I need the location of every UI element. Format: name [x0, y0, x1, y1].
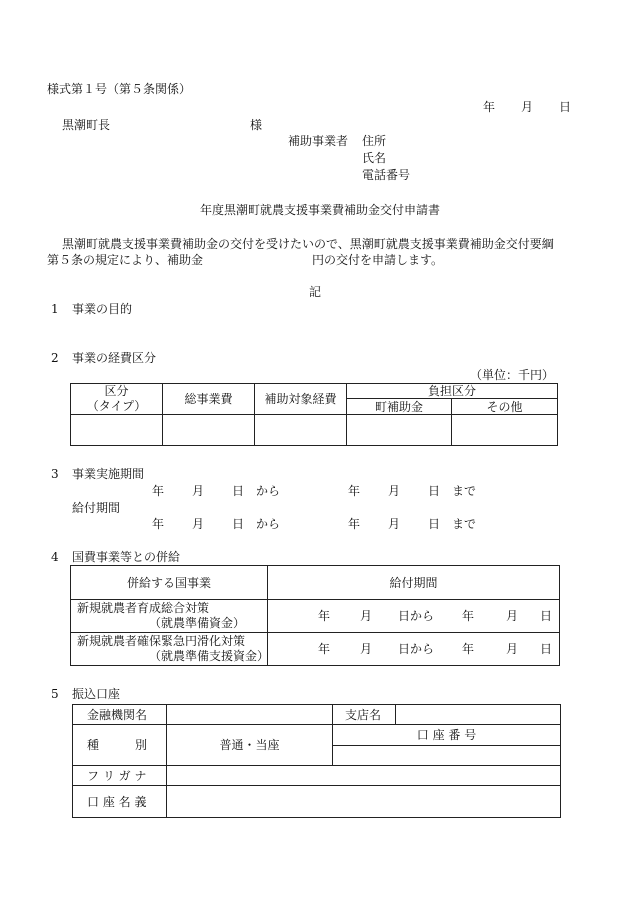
project-row-2	[71, 633, 268, 666]
kyufu-until: まで	[452, 517, 477, 531]
kyufu-label: 給付期間	[72, 501, 121, 515]
cell-total-cost[interactable]	[163, 415, 255, 446]
header-kubun	[71, 384, 163, 415]
period-1-start-day: 日から	[398, 609, 435, 623]
furigana-field[interactable]	[167, 766, 561, 786]
period-1-start-year: 年	[318, 609, 331, 623]
header-town-subsidy: 町補助金	[347, 399, 452, 415]
account-type-label: 種 別	[73, 725, 167, 766]
concurrent-table	[70, 565, 560, 666]
section-2-number: 2	[51, 351, 59, 365]
period-1-end-year: 年	[462, 609, 475, 623]
impl-until: まで	[452, 484, 477, 498]
period-1-end-month: 月	[506, 609, 519, 623]
header-total-cost: 総事業費	[163, 384, 255, 415]
kyufu-end-month: 月	[388, 517, 401, 531]
header-burden: 負担区分	[347, 384, 558, 399]
period-2-end-month: 月	[506, 642, 519, 656]
cell-other[interactable]	[452, 415, 558, 446]
period-2-end-year: 年	[462, 642, 475, 656]
account-type-value[interactable]: 普通・当座	[167, 725, 333, 766]
applicant-title: 補助事業者	[288, 134, 349, 148]
header-payment-period: 給付期間	[268, 566, 560, 600]
bank-name-label: 金融機関名	[73, 705, 167, 725]
body-line-1: 黒潮町就農支援事業費補助金の交付を受けたいので、黒潮町就農支援事業費補助金交付要綱	[62, 237, 554, 251]
section-3-title: 事業実施期間	[72, 467, 145, 481]
body-line-2b: 円の交付を申請します。	[312, 253, 444, 267]
section-1-title: 事業の目的	[72, 302, 133, 316]
account-number-label: 口 座 番 号	[333, 725, 561, 746]
impl-from: から	[256, 484, 281, 498]
project-row-1	[71, 600, 268, 633]
section-4-number: 4	[51, 550, 59, 564]
period-2-start-year: 年	[318, 642, 331, 656]
name-label: 氏名	[362, 151, 387, 165]
kyufu-start-day: 日	[232, 517, 245, 531]
header-other: その他	[452, 399, 558, 415]
section-1-number: 1	[51, 302, 59, 316]
recipient-name: 黒潮町長	[62, 118, 111, 132]
branch-name-field[interactable]	[396, 705, 561, 725]
bank-name-field[interactable]	[167, 705, 333, 725]
type-label: （タイプ）	[86, 399, 147, 413]
period-row-2[interactable]	[268, 633, 560, 666]
period-1-start-month: 月	[360, 609, 373, 623]
project-1-name: 新規就農者育成総合対策	[77, 601, 210, 615]
cost-table	[70, 383, 558, 446]
account-number-field[interactable]	[333, 746, 561, 766]
account-holder-label: 口 座 名 義	[73, 786, 167, 818]
period-2-start-month: 月	[360, 642, 373, 656]
kyufu-end-day: 日	[428, 517, 441, 531]
date-month: 月	[521, 100, 534, 114]
section-4-title: 国費事業等との併給	[72, 550, 181, 564]
cell-kubun[interactable]	[71, 415, 163, 446]
body-line-2a: 第５条の規定により、補助金	[47, 253, 204, 267]
kyufu-start-year: 年	[152, 517, 165, 531]
bank-account-table	[72, 704, 561, 818]
date-year: 年	[483, 100, 496, 114]
period-row-1[interactable]	[268, 600, 560, 633]
project-2-name: 新規就農者確保緊急円滑化対策	[77, 634, 246, 648]
furigana-label: フ リ ガ ナ	[73, 766, 167, 786]
header-target-cost: 補助対象経費	[255, 384, 347, 415]
document-title: 年度黒潮町就農支援事業費補助金交付申請書	[200, 203, 441, 217]
unit-label: （単位：千円）	[470, 368, 555, 382]
impl-start-month: 月	[192, 484, 205, 498]
kyufu-start-month: 月	[192, 517, 205, 531]
period-2-start-day: 日から	[398, 642, 435, 656]
branch-name-label: 支店名	[333, 705, 396, 725]
section-3-number: 3	[51, 467, 59, 481]
account-holder-field[interactable]	[167, 786, 561, 818]
kyufu-end-year: 年	[348, 517, 361, 531]
period-2-end-day: 日	[540, 642, 553, 656]
section-5-number: 5	[51, 687, 59, 701]
header-national-project: 併給する国事業	[71, 566, 268, 600]
recipient-honorific: 様	[250, 118, 263, 132]
phone-label: 電話番号	[362, 168, 411, 182]
impl-end-day: 日	[428, 484, 441, 498]
impl-end-month: 月	[388, 484, 401, 498]
cell-town-subsidy[interactable]	[347, 415, 452, 446]
ki-mark: 記	[309, 285, 322, 299]
impl-end-year: 年	[348, 484, 361, 498]
project-2-sub: （就農準備支援資金）	[149, 649, 270, 663]
impl-start-day: 日	[232, 484, 245, 498]
kyufu-from: から	[256, 517, 281, 531]
date-day: 日	[559, 100, 572, 114]
project-1-sub: （就農準備資金）	[149, 616, 246, 630]
section-2-title: 事業の経費区分	[72, 351, 157, 365]
section-5-title: 振込口座	[72, 687, 121, 701]
cell-target-cost[interactable]	[255, 415, 347, 446]
address-label: 住所	[362, 134, 387, 148]
kubun-label: 区分	[104, 384, 129, 398]
impl-start-year: 年	[152, 484, 165, 498]
form-number: 様式第１号（第５条関係）	[47, 82, 192, 96]
period-1-end-day: 日	[540, 609, 553, 623]
